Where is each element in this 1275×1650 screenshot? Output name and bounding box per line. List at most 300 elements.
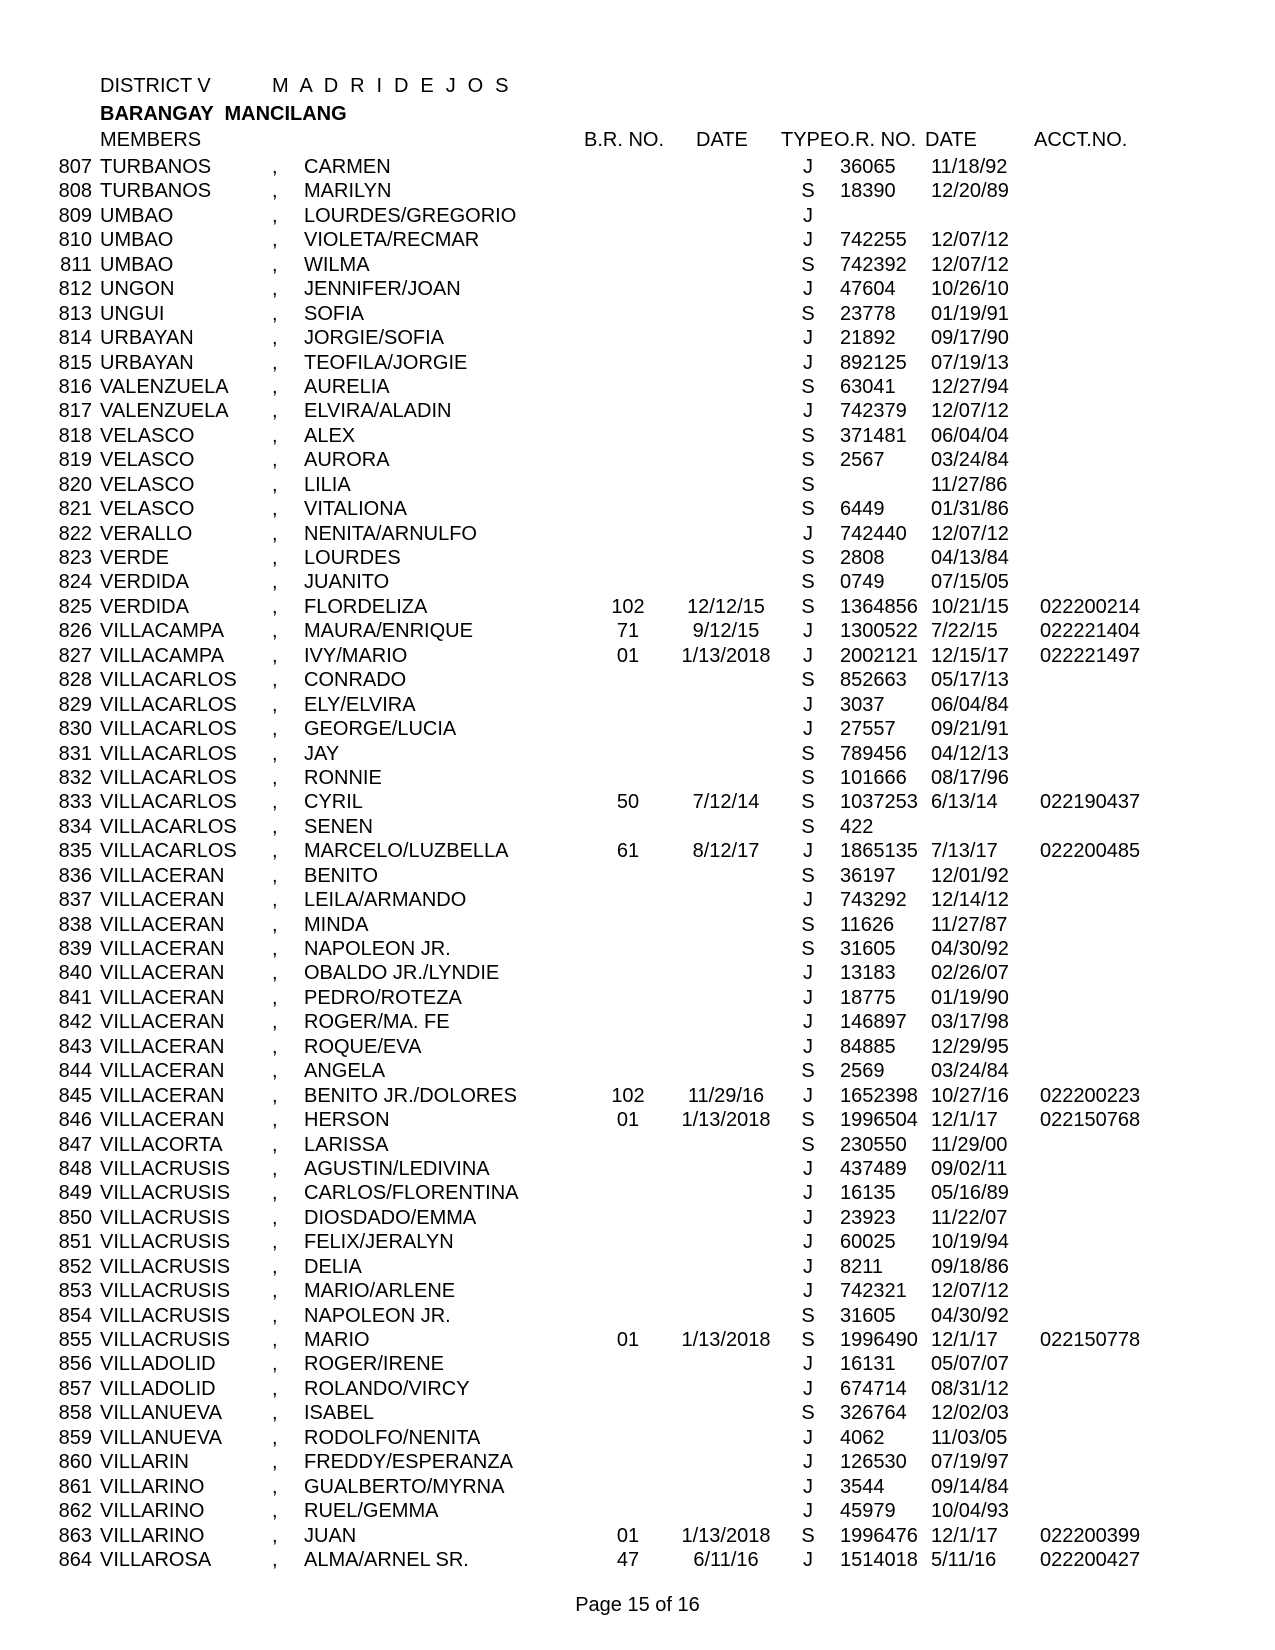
member-number: 819: [58, 449, 92, 472]
col-br-no: B.R. NO.: [584, 129, 665, 151]
account-number: 022200485: [1040, 840, 1141, 863]
last-name: VILLAROSA: [100, 1548, 212, 1571]
or-number: 18775: [840, 986, 896, 1009]
member-number: 828: [58, 669, 92, 692]
member-number: 837: [58, 889, 92, 912]
last-name: UNGUI: [100, 302, 165, 325]
name-separator: ,: [272, 889, 278, 912]
name-separator: ,: [272, 644, 278, 667]
or-number: 1996504: [840, 1109, 918, 1132]
name-separator: ,: [272, 1011, 278, 1034]
name-separator: ,: [272, 1157, 278, 1180]
or-date: 12/07/12: [931, 522, 1009, 545]
table-row: [0, 1524, 1275, 1548]
account-number: 022200223: [1040, 1084, 1141, 1107]
last-name: VILLACARLOS: [100, 742, 237, 765]
or-date: 04/13/84: [931, 547, 1009, 569]
or-number: 742255: [840, 229, 907, 252]
br-number: 01: [616, 1109, 640, 1132]
first-name: LILIA: [304, 473, 351, 496]
member-type: S: [801, 864, 815, 887]
br-date: 11/29/16: [687, 1084, 765, 1107]
or-date: 09/14/84: [931, 1475, 1009, 1498]
or-date: 12/07/12: [931, 253, 1009, 276]
table-row: [0, 179, 1275, 203]
member-type: S: [801, 766, 815, 789]
name-separator: ,: [272, 791, 278, 814]
or-date: 10/04/93: [931, 1500, 1009, 1523]
or-date: 11/29/00: [931, 1133, 1008, 1156]
member-type: S: [801, 1524, 815, 1547]
or-date: 05/17/13: [931, 669, 1009, 692]
or-number: 13183: [840, 962, 896, 985]
last-name: VILLARINO: [100, 1475, 205, 1498]
col-members: MEMBERS: [100, 129, 202, 151]
or-number: 742392: [840, 253, 907, 276]
or-date: 03/24/84: [931, 449, 1009, 472]
or-number: 47604: [840, 278, 896, 301]
br-date: 6/11/16: [693, 1548, 759, 1571]
member-number: 841: [58, 986, 92, 1009]
first-name: NAPOLEON JR.: [304, 938, 451, 960]
or-number: 101666: [840, 766, 907, 789]
member-number: 824: [58, 571, 92, 594]
or-date: 12/29/95: [931, 1035, 1009, 1058]
or-date: 11/18/92: [931, 156, 1008, 178]
table-row: [0, 1450, 1275, 1474]
district-label: DISTRICT V: [100, 75, 211, 97]
table-row: [0, 790, 1275, 814]
municipality-label: M A D R I D E J O S: [272, 75, 512, 97]
member-number: 848: [58, 1157, 92, 1180]
first-name: IVY/MARIO: [304, 644, 408, 667]
table-row: [0, 302, 1275, 326]
name-separator: ,: [272, 424, 278, 447]
first-name: AURORA: [304, 449, 390, 472]
last-name: VELASCO: [100, 449, 195, 472]
member-type: S: [801, 595, 815, 618]
table-row: [0, 1084, 1275, 1108]
account-number: 022190437: [1040, 791, 1141, 814]
member-number: 862: [58, 1500, 92, 1523]
member-number: 826: [58, 620, 92, 643]
first-name: WILMA: [304, 253, 370, 276]
or-date: 12/20/89: [931, 180, 1009, 203]
member-number: 814: [58, 327, 92, 350]
name-separator: ,: [272, 962, 278, 985]
member-type: J: [803, 229, 813, 252]
br-number: 71: [616, 620, 640, 643]
or-number: 789456: [840, 742, 907, 765]
member-number: 839: [58, 938, 92, 960]
name-separator: ,: [272, 180, 278, 203]
name-separator: ,: [272, 1060, 278, 1083]
first-name: MARIO: [304, 1329, 370, 1351]
name-separator: ,: [272, 1524, 278, 1547]
first-name: GEORGE/LUCIA: [304, 718, 457, 741]
first-name: ANGELA: [304, 1060, 386, 1083]
last-name: VILLACAMPA: [100, 620, 225, 643]
member-number: 831: [58, 742, 92, 765]
name-separator: ,: [272, 986, 278, 1009]
member-number: 850: [58, 1206, 92, 1229]
account-number: 022200427: [1040, 1548, 1141, 1571]
or-date: 09/17/90: [931, 327, 1009, 350]
or-number: 126530: [840, 1451, 907, 1474]
or-date: 7/13/17: [931, 840, 998, 863]
member-type: J: [803, 351, 813, 374]
member-number: 849: [58, 1182, 92, 1205]
member-number: 816: [58, 375, 92, 398]
member-type: S: [801, 302, 815, 325]
or-date: 05/07/07: [931, 1353, 1009, 1376]
or-date: 04/30/92: [931, 1304, 1009, 1327]
br-number: 102: [611, 595, 645, 618]
or-date: 06/04/84: [931, 693, 1009, 716]
or-number: 1865135: [840, 840, 918, 863]
first-name: JUANITO: [304, 571, 390, 594]
or-date: 01/19/90: [931, 986, 1009, 1009]
first-name: JORGIE/SOFIA: [304, 327, 445, 350]
first-name: JUAN: [304, 1524, 357, 1547]
br-number: 01: [616, 1329, 640, 1351]
first-name: AGUSTIN/LEDIVINA: [304, 1157, 490, 1180]
table-row: [0, 1279, 1275, 1303]
table-row: [0, 888, 1275, 912]
member-type: J: [803, 327, 813, 350]
table-row: [0, 570, 1275, 594]
or-number: 60025: [840, 1231, 896, 1254]
last-name: VERDIDA: [100, 595, 189, 618]
table-row: [0, 228, 1275, 252]
name-separator: ,: [272, 1451, 278, 1474]
page-number: Page 15 of 16: [575, 1594, 700, 1616]
or-date: 12/07/12: [931, 229, 1009, 252]
last-name: VILLACRUSIS: [100, 1231, 231, 1254]
or-number: 23923: [840, 1206, 896, 1229]
or-date: 12/1/17: [931, 1329, 998, 1351]
member-type: J: [803, 693, 813, 716]
name-separator: ,: [272, 253, 278, 276]
member-number: 823: [58, 547, 92, 569]
barangay-title: BARANGAY MANCILANG: [100, 103, 347, 125]
member-type: J: [803, 1451, 813, 1474]
or-date: 12/1/17: [931, 1109, 998, 1132]
name-separator: ,: [272, 375, 278, 398]
table-row: [0, 864, 1275, 888]
name-separator: ,: [272, 1548, 278, 1571]
member-type: S: [801, 1133, 815, 1156]
name-separator: ,: [272, 351, 278, 374]
account-number: 022150768: [1040, 1109, 1141, 1132]
name-separator: ,: [272, 1402, 278, 1425]
member-type: S: [801, 253, 815, 276]
or-number: 1364856: [840, 595, 918, 618]
member-number: 857: [58, 1377, 92, 1400]
first-name: MARIO/ARLENE: [304, 1280, 456, 1303]
table-row: [0, 1059, 1275, 1083]
last-name: VILLADOLID: [100, 1377, 216, 1400]
first-name: TEOFILA/JORGIE: [304, 351, 468, 374]
first-name: MAURA/ENRIQUE: [304, 620, 473, 643]
name-separator: ,: [272, 1255, 278, 1278]
name-separator: ,: [272, 1084, 278, 1107]
member-type: S: [801, 791, 815, 814]
or-date: 01/31/86: [931, 498, 1009, 521]
member-type: S: [801, 1060, 815, 1083]
member-number: 822: [58, 522, 92, 545]
or-date: 5/11/16: [931, 1548, 997, 1571]
member-number: 821: [58, 498, 92, 521]
first-name: ELVIRA/ALADIN: [304, 400, 452, 423]
or-number: 36197: [840, 864, 896, 887]
name-separator: ,: [272, 1329, 278, 1351]
br-number: 50: [616, 791, 640, 814]
first-name: ROGER/MA. FE: [304, 1011, 450, 1034]
first-name: VIOLETA/RECMAR: [304, 229, 480, 252]
first-name: CARMEN: [304, 156, 391, 178]
table-row: [0, 961, 1275, 985]
first-name: NAPOLEON JR.: [304, 1304, 451, 1327]
last-name: UMBAO: [100, 229, 174, 252]
first-name: LEILA/ARMANDO: [304, 889, 467, 912]
first-name: MARCELO/LUZBELLA: [304, 840, 509, 863]
member-type: S: [801, 938, 815, 960]
member-number: 863: [58, 1524, 92, 1547]
or-date: 06/04/04: [931, 424, 1009, 447]
table-row: [0, 668, 1275, 692]
or-number: 31605: [840, 938, 896, 960]
or-date: 07/19/97: [931, 1451, 1009, 1474]
first-name: RODOLFO/NENITA: [304, 1426, 481, 1449]
member-type: S: [801, 424, 815, 447]
member-type: S: [801, 547, 815, 569]
first-name: FREDDY/ESPERANZA: [304, 1451, 513, 1474]
table-row: [0, 204, 1275, 228]
table-row: [0, 424, 1275, 448]
account-number: 022221497: [1040, 644, 1141, 667]
table-row: [0, 253, 1275, 277]
last-name: VILLACERAN: [100, 962, 225, 985]
first-name: GUALBERTO/MYRNA: [304, 1475, 505, 1498]
or-number: 326764: [840, 1402, 907, 1425]
member-type: J: [803, 522, 813, 545]
or-number: 742321: [840, 1280, 907, 1303]
last-name: VILLACRUSIS: [100, 1329, 231, 1351]
last-name: URBAYAN: [100, 327, 194, 350]
or-number: 11626: [840, 913, 895, 936]
or-date: 03/24/84: [931, 1060, 1009, 1083]
name-separator: ,: [272, 278, 278, 301]
or-number: 146897: [840, 1011, 907, 1034]
member-number: 846: [58, 1109, 92, 1132]
last-name: VILLANUEVA: [100, 1402, 222, 1425]
last-name: VILLACERAN: [100, 1011, 225, 1034]
name-separator: ,: [272, 766, 278, 789]
col-date: DATE: [696, 129, 748, 151]
or-number: 63041: [840, 375, 896, 398]
table-row: [0, 375, 1275, 399]
or-number: 2002121: [840, 644, 918, 667]
member-number: 808: [58, 180, 92, 203]
member-type: S: [801, 449, 815, 472]
last-name: VILLACARLOS: [100, 766, 237, 789]
table-row: [0, 1157, 1275, 1181]
table-row: [0, 155, 1275, 179]
br-number: 61: [616, 840, 640, 863]
member-type: J: [803, 1377, 813, 1400]
name-separator: ,: [272, 156, 278, 178]
first-name: MINDA: [304, 913, 369, 936]
member-number: 856: [58, 1353, 92, 1376]
or-date: 09/21/91: [931, 718, 1009, 741]
br-date: 1/13/2018: [681, 1109, 771, 1132]
last-name: VILLACERAN: [100, 1060, 225, 1083]
table-row: [0, 1108, 1275, 1132]
member-number: 818: [58, 424, 92, 447]
member-type: J: [803, 644, 813, 667]
member-type: S: [801, 498, 815, 521]
member-number: 842: [58, 1011, 92, 1034]
or-number: 8211: [840, 1255, 884, 1278]
last-name: VERDIDA: [100, 571, 189, 594]
or-date: 7/22/15: [931, 620, 998, 643]
name-separator: ,: [272, 327, 278, 350]
first-name: NENITA/ARNULFO: [304, 522, 477, 545]
member-number: 854: [58, 1304, 92, 1327]
col-acct-no: ACCT.NO.: [1034, 129, 1128, 151]
table-row: [0, 546, 1275, 570]
or-date: 11/27/87: [931, 913, 1008, 936]
table-row: [0, 497, 1275, 521]
account-number: 022200214: [1040, 595, 1141, 618]
or-number: 2569: [840, 1060, 885, 1083]
last-name: VILLACAMPA: [100, 644, 225, 667]
or-date: 12/07/12: [931, 1280, 1009, 1303]
first-name: MARILYN: [304, 180, 392, 203]
member-type: S: [801, 1402, 815, 1425]
table-row: [0, 522, 1275, 546]
br-number: 102: [611, 1084, 645, 1107]
member-type: J: [803, 204, 813, 227]
member-number: 858: [58, 1402, 92, 1425]
or-number: 31605: [840, 1304, 896, 1327]
last-name: VILLACERAN: [100, 1035, 225, 1058]
last-name: VILLACARLOS: [100, 791, 237, 814]
or-date: 11/03/05: [931, 1426, 1008, 1449]
first-name: OBALDO JR./LYNDIE: [304, 962, 500, 985]
last-name: VILLARIN: [100, 1451, 189, 1474]
member-type: J: [803, 1548, 813, 1571]
member-type: S: [801, 1329, 815, 1351]
col-or-date: DATE: [925, 129, 977, 151]
or-number: 437489: [840, 1157, 907, 1180]
br-date: 8/12/17: [692, 840, 760, 863]
member-type: S: [801, 742, 815, 765]
name-separator: ,: [272, 1231, 278, 1254]
or-number: 742379: [840, 400, 907, 423]
last-name: UNGON: [100, 278, 175, 301]
member-type: J: [803, 1255, 813, 1278]
member-type: J: [803, 1182, 813, 1205]
or-date: 08/17/96: [931, 766, 1009, 789]
member-type: S: [801, 1304, 815, 1327]
or-date: 11/27/86: [931, 473, 1008, 496]
first-name: ROGER/IRENE: [304, 1353, 445, 1376]
first-name: CONRADO: [304, 669, 407, 692]
name-separator: ,: [272, 1500, 278, 1523]
name-separator: ,: [272, 840, 278, 863]
or-date: 02/26/07: [931, 962, 1009, 985]
first-name: BENITO JR./DOLORES: [304, 1084, 518, 1107]
last-name: VELASCO: [100, 498, 195, 521]
first-name: ISABEL: [304, 1402, 375, 1425]
name-separator: ,: [272, 204, 278, 227]
or-number: 3037: [840, 693, 885, 716]
last-name: VILLANUEVA: [100, 1426, 222, 1449]
name-separator: ,: [272, 1353, 278, 1376]
member-type: J: [803, 1231, 813, 1254]
member-type: S: [801, 669, 815, 692]
first-name: ROLANDO/VIRCY: [304, 1377, 470, 1400]
name-separator: ,: [272, 547, 278, 569]
or-number: 1996490: [840, 1329, 918, 1351]
table-row: [0, 448, 1275, 472]
name-separator: ,: [272, 1280, 278, 1303]
name-separator: ,: [272, 1206, 278, 1229]
member-type: J: [803, 1475, 813, 1498]
or-date: 12/01/92: [931, 864, 1009, 887]
table-row: [0, 1304, 1275, 1328]
last-name: VILLACERAN: [100, 986, 225, 1009]
first-name: HERSON: [304, 1109, 390, 1132]
last-name: VELASCO: [100, 424, 195, 447]
table-row: [0, 473, 1275, 497]
name-separator: ,: [272, 742, 278, 765]
member-type: J: [803, 1280, 813, 1303]
last-name: UMBAO: [100, 253, 174, 276]
member-type: S: [801, 913, 815, 936]
or-number: 1996476: [840, 1524, 918, 1547]
table-row: [0, 693, 1275, 717]
br-date: 1/13/2018: [681, 1524, 771, 1547]
table-row: [0, 986, 1275, 1010]
member-number: 851: [58, 1231, 92, 1254]
name-separator: ,: [272, 400, 278, 423]
or-number: 422: [840, 815, 874, 838]
or-number: 3544: [840, 1475, 885, 1498]
or-date: 05/16/89: [931, 1182, 1009, 1205]
or-number: 892125: [840, 351, 907, 374]
first-name: LOURDES: [304, 547, 401, 569]
table-row: [0, 1328, 1275, 1352]
first-name: BENITO: [304, 864, 379, 887]
member-type: S: [801, 473, 815, 496]
or-number: 23778: [840, 302, 896, 325]
last-name: VILLACRUSIS: [100, 1255, 231, 1278]
table-row: [0, 1230, 1275, 1254]
member-number: 861: [58, 1475, 92, 1498]
last-name: VILLACRUSIS: [100, 1206, 231, 1229]
name-separator: ,: [272, 938, 278, 960]
member-type: J: [803, 1353, 813, 1376]
last-name: VILLACRUSIS: [100, 1182, 231, 1205]
table-row: [0, 937, 1275, 961]
name-separator: ,: [272, 620, 278, 643]
or-number: 743292: [840, 889, 907, 912]
name-separator: ,: [272, 1377, 278, 1400]
table-row: [0, 1426, 1275, 1450]
